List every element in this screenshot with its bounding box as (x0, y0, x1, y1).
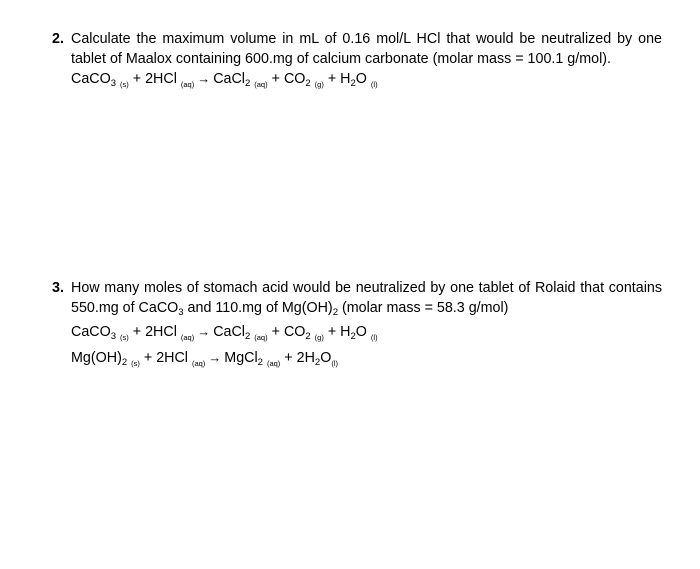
plus-sign: + (132, 324, 142, 340)
question-2-line-2: tablet of Maalox containing 600.mg of calcium carbonate (molar mass = 100.1 g/mol). (71, 50, 611, 67)
question-2-number: 2. (52, 31, 64, 47)
plus-sign: + (327, 324, 337, 340)
question-2-equation (52, 69, 672, 95)
h2o-formula: $H_2O$ $_{(l)}$ (340, 71, 378, 89)
question-3-equation-2 (52, 348, 672, 374)
plus-sign: + (143, 349, 153, 366)
question-3-line-2: 550.mg of CaCO$_3$ and 110.mg of $Mg(OH)_2$ (molar mass = 58.3 g/mol) (71, 299, 509, 318)
question-3 (52, 279, 672, 373)
hcl-formula: 2HCl $_{(aq)}$ (145, 324, 195, 342)
caco3-formula: CaCO$_3$ $_{(s)}$ (71, 324, 129, 342)
plus-sign: + (271, 324, 280, 340)
hcl-formula: 2HCl $_{(aq)}$ (145, 71, 195, 89)
mgoh2-formula: $Mg(OH)_2$ $_{(s)}$ (71, 349, 140, 368)
mgcl2-formula: MgCl$_2$ $_{(aq)}$ (224, 349, 281, 368)
reaction-arrow-icon: → (197, 324, 211, 339)
question-2-line-1 (52, 30, 662, 50)
cacl2-formula: CaCl$_2$ $_{(aq)}$ (213, 324, 268, 342)
co2-formula: $CO_2$ $_{(g)}$ (283, 324, 324, 342)
cacl2-formula: CaCl$_2$ $_{(aq)}$ (213, 71, 268, 89)
co2-formula: $CO_2$ $_{(g)}$ (283, 71, 324, 89)
plus-sign: + (132, 71, 142, 87)
question-3-line-1 (52, 279, 662, 299)
h2o-formula: $2H_2O_{(l)}$ (296, 349, 338, 368)
question-3-equation-1 (52, 322, 672, 348)
caco3-formula: CaCO$_3$ $_{(s)}$ (71, 71, 129, 89)
reaction-arrow-icon: → (197, 71, 211, 86)
question-2-text-1: Calculate the maximum volume in mL of 0.16 mol/L HCl that would be neutralized by one (71, 31, 662, 47)
h2o-formula: $H_2O$ $_{(l)}$ (340, 324, 378, 342)
plus-sign: + (327, 71, 337, 87)
question-3-number: 3. (52, 280, 64, 296)
question-3-text-1: How many moles of stomach acid would be neutralized by one tablet of Rolaid that contains (71, 280, 662, 296)
plus-sign: + (284, 349, 293, 366)
question-2 (52, 30, 672, 95)
plus-sign: + (271, 71, 280, 87)
reaction-arrow-icon: → (208, 349, 222, 365)
hcl-formula: 2HCl $_{(aq)}$ (156, 349, 206, 368)
